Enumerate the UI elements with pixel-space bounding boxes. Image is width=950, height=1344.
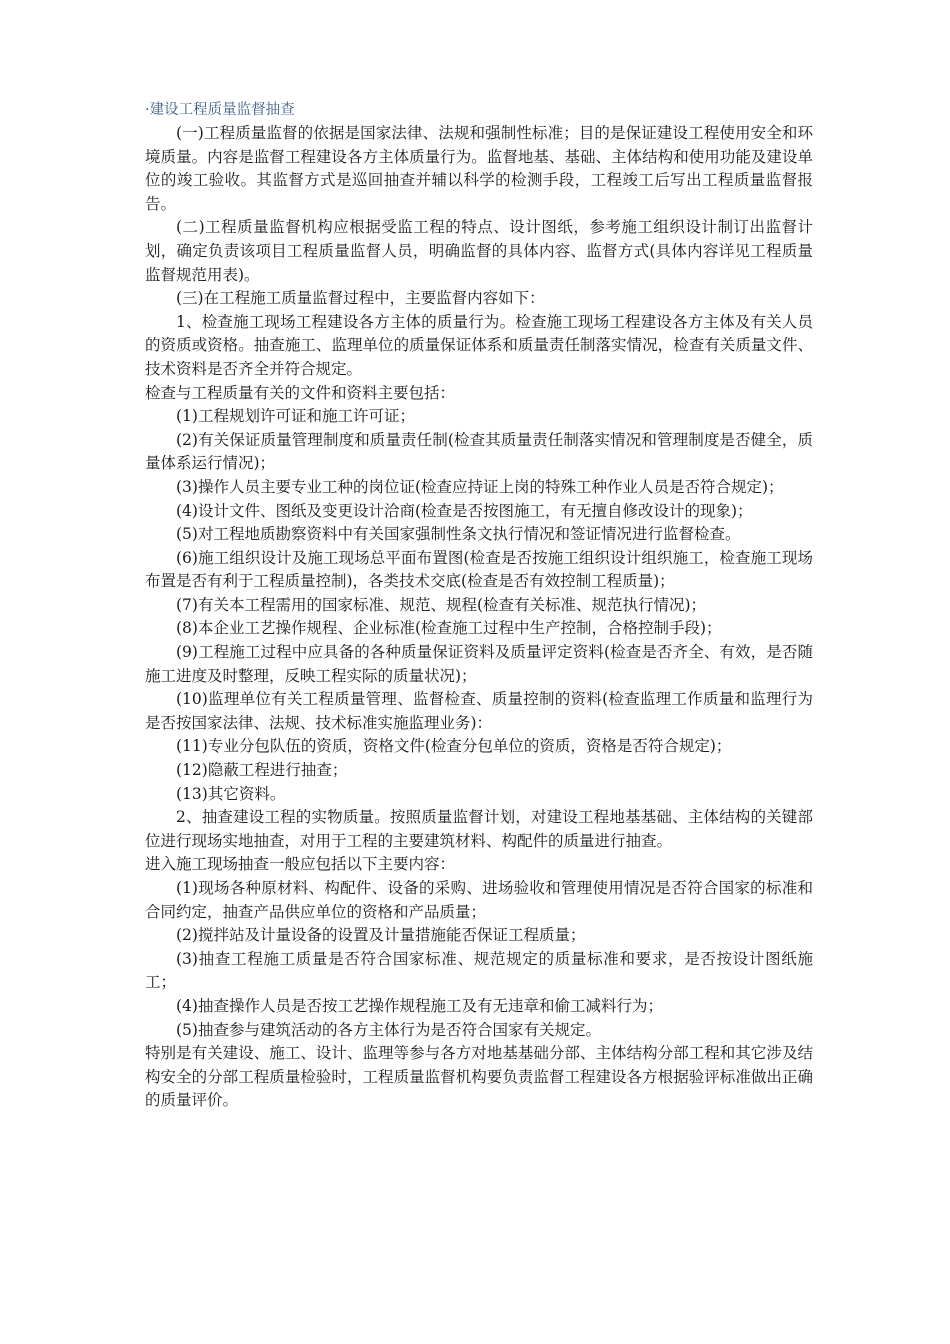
paragraph: 检查与工程质量有关的文件和资料主要包括： xyxy=(145,383,456,402)
paragraph: 特别是有关建设、施工、设计、监理等参与各方对地基基础分部、主体结构分部工程和其它涉及结构安全的分部工程质量检验时，工程质量监督机构要负责监督工程建设各方根据验评标准做出正确的质量评价。 xyxy=(145,1044,813,1110)
paragraph: (1)工程规划许可证和施工许可证； xyxy=(176,407,415,426)
document-page xyxy=(145,98,813,1113)
paragraph: (1)现场各种原材料、构配件、设备的采购、进场验收和管理使用情况是否符合国家的标准和合同约定，抽查产品供应单位的资格和产品质量； xyxy=(145,879,813,921)
paragraph: (6)施工组织设计及施工现场总平面布置图(检查是否按施工组织设计组织施工，检查施工现场布置是否有利于工程质量控制)，各类技术交底(检查是否有效控制工程质量)； xyxy=(145,548,813,591)
document-body xyxy=(145,122,813,1113)
paragraph: (2)搅拌站及计量设备的设置及计量措施能否保证工程质量； xyxy=(176,926,586,945)
paragraph: (2)有关保证质量管理制度和质量责任制(检查其质量责任制落实情况和管理制度是否健全，质量体系运行情况)； xyxy=(145,430,813,473)
paragraph: (4)设计文件、图纸及变更设计洽商(检查是否按图施工，有无擅自修改设计的现象)； xyxy=(176,501,753,520)
paragraph: (13)其它资料。 xyxy=(176,784,286,803)
paragraph: 进入施工现场抽查一般应包括以下主要内容： xyxy=(145,855,456,874)
paragraph: (3)操作人员主要专业工种的岗位证(检查应持证上岗的特殊工种作业人员是否符合规定)； xyxy=(176,477,784,496)
paragraph: (12)隐蔽工程进行抽查； xyxy=(176,761,348,780)
paragraph: 1、检查施工现场工程建设各方主体的质量行为。检查施工现场工程建设各方主体及有关人员的资质或资格。抽查施工、监理单位的质量保证体系和质量责任制落实情况，检查有关质量文件、技术资料是否齐全并符合规定。 xyxy=(145,312,813,378)
paragraph: (一)工程质量监督的依据是国家法律、法规和强制性标准；目的是保证建设工程使用安全和环境质量。内容是监督工程建设各方主体质量行为。监督地基、基础、主体结构和使用功能及建设单位的竣工验收。其监督方式是巡回抽查并辅以科学的检测手段，工程竣工后写出工程质量监督报告。 xyxy=(145,124,813,213)
paragraph: (5)抽查参与建筑活动的各方主体行为是否符合国家有关规定。 xyxy=(176,1020,601,1039)
paragraph: (10)监理单位有关工程质量管理、监督检查、质量控制的资料(检查监理工作质量和监理行为是否按国家法律、法规、技术标准实施监理业务)： xyxy=(145,690,813,732)
paragraph: (9)工程施工过程中应具备的各种质量保证资料及质量评定资料(检查是否齐全、有效，是否随施工进度及时整理，反映工程实际的质量状况)； xyxy=(145,643,813,685)
paragraph: (二)工程质量监督机构应根据受监工程的特点、设计图纸，参考施工组织设计制订出监督计划，确定负责该项目工程质量监督人员，明确监督的具体内容、监督方式(具体内容详见工程质量监督规范用表)。 xyxy=(145,218,813,284)
paragraph: (11)专业分包队伍的资质，资格文件(检查分包单位的资质，资格是否符合规定)； xyxy=(176,737,732,756)
paragraph: (5)对工程地质勘察资料中有关国家强制性条文执行情况和签证情况进行监督检查。 xyxy=(176,525,741,544)
paragraph: (4)抽查操作人员是否按工艺操作规程施工及有无违章和偷工减料行为； xyxy=(176,996,663,1015)
document-heading: ·建设工程质量监督抽查 xyxy=(145,102,295,118)
paragraph: (三)在工程施工质量监督过程中，主要监督内容如下： xyxy=(176,289,545,308)
paragraph: (7)有关本工程需用的国家标准、规范、规程(检查有关标准、规范执行情况)； xyxy=(176,595,707,614)
paragraph: 2、抽查建设工程的实物质量。按照质量监督计划，对建设工程地基基础、主体结构的关键部位进行现场实地抽查，对用于工程的主要建筑材料、构配件的质量进行抽查。 xyxy=(145,808,813,850)
paragraph: (3)抽查工程施工质量是否符合国家标准、规范规定的质量标准和要求，是否按设计图纸施工； xyxy=(145,949,813,992)
paragraph: (8)本企业工艺操作规程、企业标准(检查施工过程中生产控制，合格控制手段)； xyxy=(176,619,722,638)
